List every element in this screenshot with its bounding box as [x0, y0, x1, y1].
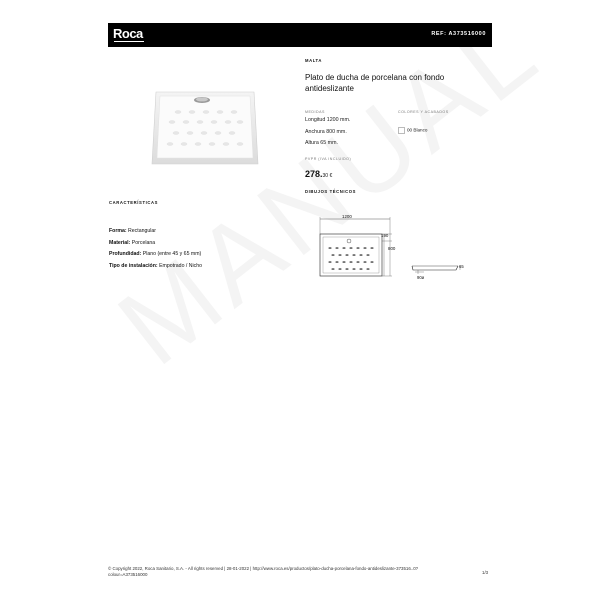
feature-value: Empotrado / Nicho: [159, 262, 203, 269]
roca-logo[interactable]: Roca: [113, 26, 143, 41]
feature-value: Rectangular: [128, 228, 157, 234]
dim-height-label: 65: [459, 264, 464, 269]
logo-underline: [114, 41, 144, 42]
measure-width: Anchura 800 mm.: [305, 129, 347, 135]
colors-label: COLORES Y ACABADOS: [398, 110, 449, 114]
series-name: MALTA: [305, 58, 323, 63]
feature-item: [109, 226, 202, 238]
color-option[interactable]: [398, 127, 427, 134]
price-decimal: 30 €: [322, 173, 333, 179]
price: [305, 164, 332, 182]
measure-height: Altura 65 mm.: [305, 140, 338, 146]
drawings-title: DIBUJOS TÉCNICOS: [305, 189, 357, 194]
product-title: Plato de ducha de porcelana con fondo antideslizante: [305, 73, 445, 93]
feature-key: Profundidad:: [109, 251, 142, 257]
color-name: Blanco: [413, 127, 428, 133]
feature-item: [109, 249, 202, 261]
header-bar: [108, 23, 492, 47]
feature-value: Plano (entre 45 y 65 mm): [142, 251, 202, 257]
feature-key: Material:: [109, 239, 131, 246]
dim-drain-label: 90ø: [417, 275, 425, 280]
product-reference: REF: A373516000: [431, 31, 486, 37]
feature-key: Forma:: [109, 228, 127, 234]
color-code: 00: [407, 127, 413, 133]
product-image: [150, 90, 260, 170]
features-list: [109, 226, 202, 272]
watermark-text: [95, 0, 563, 390]
dim-width-label: 800: [388, 246, 396, 251]
color-swatch: [398, 127, 405, 134]
measures-label: MEDIDAS: [305, 110, 325, 114]
feature-item: [109, 238, 202, 250]
page-number: 1/3: [482, 570, 489, 575]
shower-tray-illustration: [150, 90, 260, 170]
features-title: CARACTERÍSTICAS: [109, 200, 159, 205]
price-integer: 278.: [305, 169, 323, 179]
feature-value: Porcelana: [131, 239, 156, 246]
measure-length: Longitud 1200 mm.: [305, 117, 351, 123]
dim-length-label: 1200: [342, 214, 352, 219]
dim-offset-label: 190: [381, 233, 389, 238]
price-label: PVPR (IVA INCLUIDO): [305, 157, 352, 161]
footer-copyright: © Copyright 2022, Roca Sanitario, S.A. - All rights reserved | 28-01-2022 | http://www.roca.es/productos/plato-ducha-porcelana-fondo-antideslizante-373516..0?colour=A373516000: [108, 566, 419, 577]
feature-item: [109, 261, 202, 273]
feature-key: Tipo de instalación:: [109, 262, 158, 269]
